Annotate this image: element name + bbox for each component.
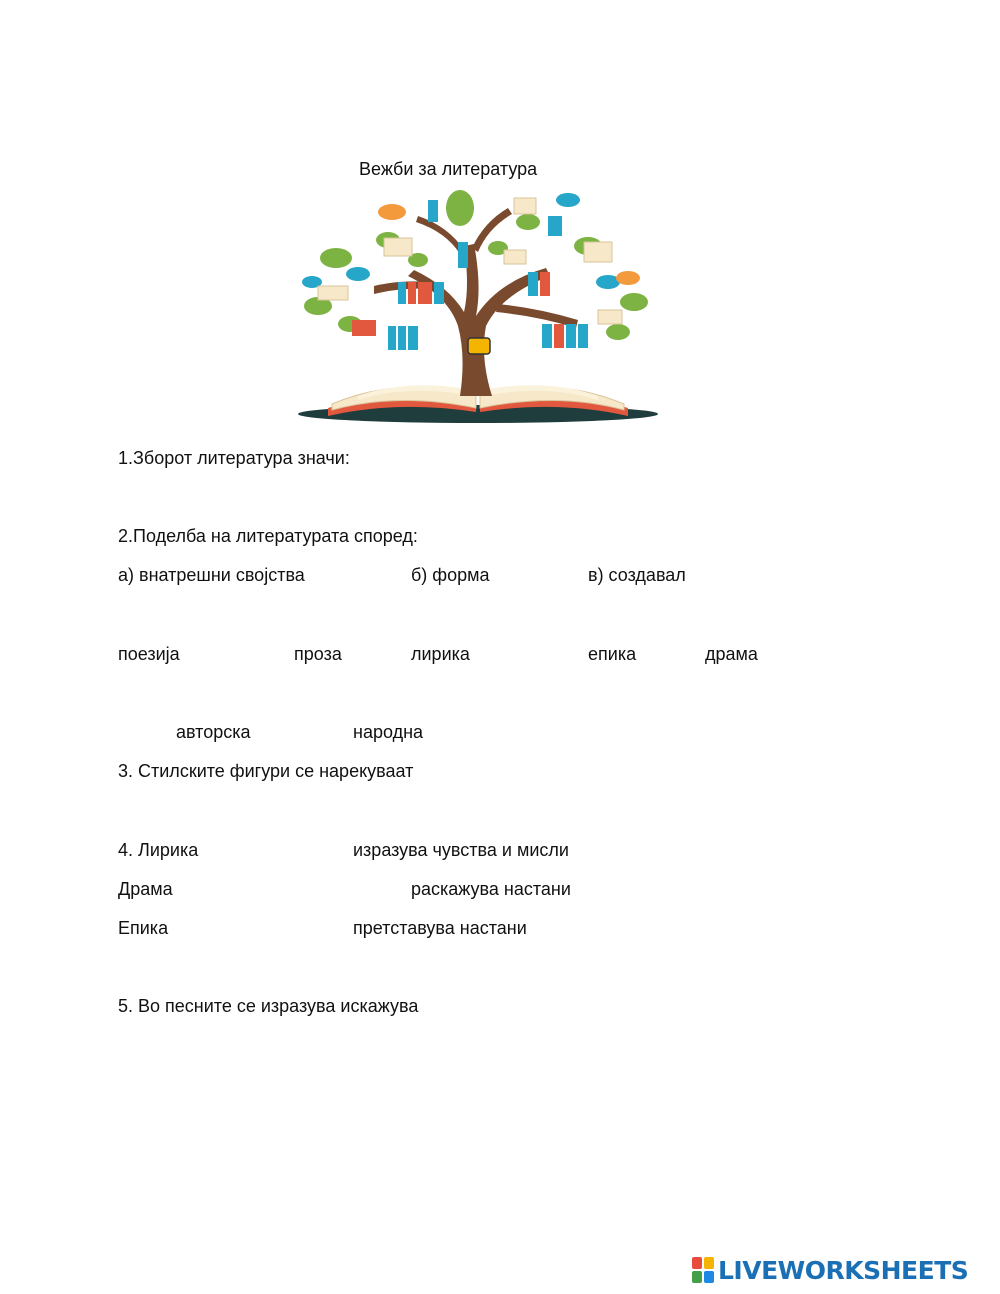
question-5: 5. Во песните се изразува искажува [118,996,419,1016]
question-3: 3. Стилските фигури се нарекуваат [118,761,414,781]
match-right-3[interactable]: претставува настани [353,918,527,938]
logo-cubes-icon [692,1257,714,1283]
match-right-2[interactable]: раскажува настани [411,879,571,899]
word-epic[interactable]: епика [588,644,637,664]
question-2: 2.Поделба на литературата според: [118,526,418,546]
word-drama[interactable]: драма [705,644,758,664]
liveworksheets-logo [692,1254,968,1286]
word-authorial[interactable]: авторска [176,722,251,742]
word-prose[interactable]: проза [294,644,342,664]
match-right-1[interactable]: изразува чувства и мисли [353,840,569,860]
book-tree-icon [288,186,668,432]
word-lyric[interactable]: лирика [411,644,470,664]
brand-name: LIVEWORKSHEETS [718,1255,969,1285]
word-poetry[interactable]: поезија [118,644,180,664]
word-folk[interactable]: народна [353,722,424,742]
criterion-c: в) создавал [588,565,686,585]
match-left-epic[interactable]: Епика [118,918,169,938]
page-title: Вежби за литература [359,159,538,179]
question-1: 1.Зборот литература значи: [118,448,350,468]
match-left-lyric[interactable]: 4. Лирика [118,840,199,860]
match-left-drama[interactable]: Драма [118,879,173,899]
criterion-a: а) внатрешни својства [118,565,305,585]
criterion-b: б) форма [411,565,490,585]
